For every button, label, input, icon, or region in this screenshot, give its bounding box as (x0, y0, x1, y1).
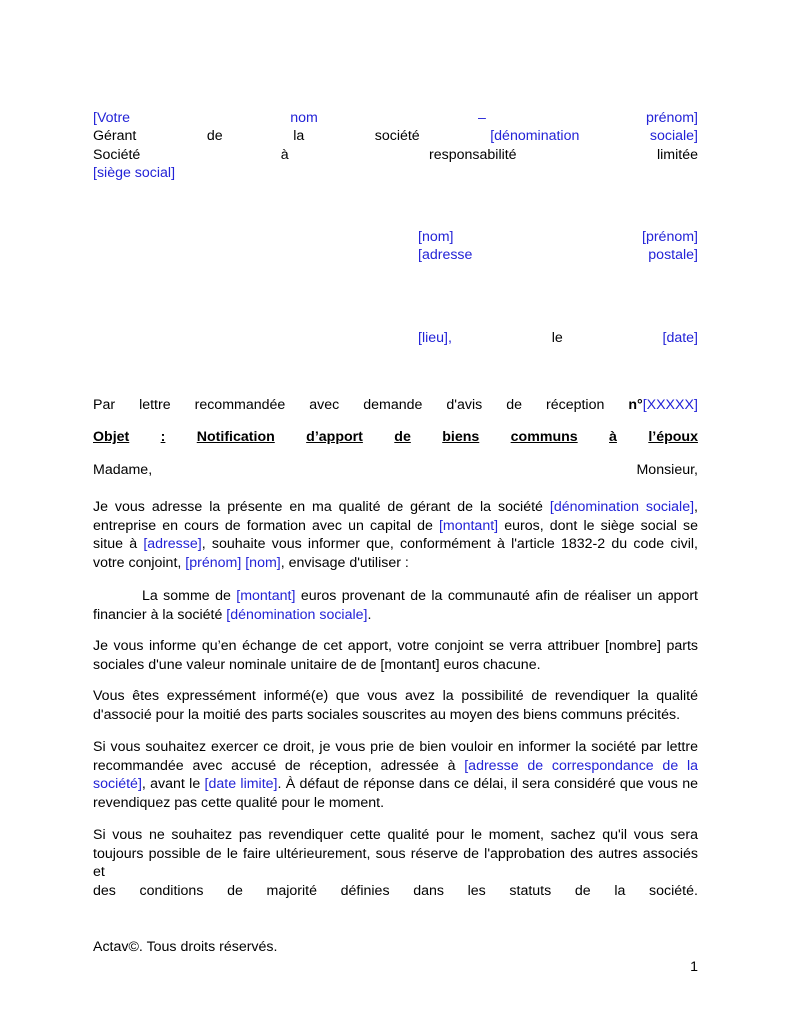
sender-word: la (293, 128, 305, 144)
para-word: définies (340, 882, 390, 899)
salutation-monsieur: Monsieur, (636, 462, 698, 478)
sender-word: responsabilité (429, 147, 517, 163)
para-word: les (467, 882, 486, 899)
recipient-word: [prénom] (642, 229, 698, 245)
sender-word: limitée (656, 147, 698, 163)
object-word: Notification (196, 429, 275, 445)
paragraph-6-main: Si vous ne souhaitez pas revendiquer cette qualité pour le moment, sachez qu'il vous sera toujours possible de le faire ultérieurement, sous réserve de l'approbation des autres associés et (93, 827, 698, 881)
paragraph-1 (93, 498, 698, 572)
object-word: Objet (93, 429, 130, 445)
placeholder-adresse: [adresse] (143, 536, 202, 553)
recipient-name (418, 228, 698, 246)
para-word: de (227, 882, 243, 899)
placeholder-denomination: [dénomination sociale] (549, 499, 695, 515)
paragraph-6 (93, 826, 698, 900)
sender-line-1 (93, 109, 698, 127)
paragraph-2 (93, 587, 698, 624)
rl-number (628, 396, 698, 414)
recipient-word: [nom] (418, 229, 454, 245)
date-value: [date] (662, 330, 698, 346)
object-word: de (394, 429, 411, 445)
placeholder-nom: [nom] (245, 554, 281, 571)
para-text: Si vous souhaitez exercer ce droit, je vous prie de bien vouloir en informer la société par lettre recommandée avec accusé de réception, adressée à (93, 739, 698, 774)
para-text: , souhaite vous informer que, conformément à l'article 1832-2 du code civil, votre conjoint, (93, 536, 698, 571)
sender-word: à (280, 147, 289, 163)
sender-line-3 (93, 146, 698, 164)
placeholder-montant: [montant] (438, 517, 499, 534)
sender-line-2 (93, 127, 698, 145)
placeholder-montant: [montant] (236, 588, 296, 604)
para-word: majorité (266, 882, 317, 899)
recipient-word: postale] (648, 247, 698, 263)
object-word: d’apport (306, 429, 363, 445)
paragraph-6-last-line (93, 882, 698, 901)
sender-word: sociale] (649, 128, 698, 144)
recipient-word: [adresse (418, 247, 473, 263)
para-word: la (614, 882, 626, 899)
para-word: dans (413, 882, 444, 899)
para-word: des (93, 882, 116, 899)
sender-word: société (374, 128, 420, 144)
object-word: l’époux (648, 429, 698, 445)
sender-word: de (206, 128, 223, 144)
rl-word: lettre (139, 397, 171, 413)
sender-word: Société (93, 147, 141, 163)
sender-word: Gérant (93, 128, 137, 144)
object-word: biens (442, 429, 480, 445)
para-text: . (367, 606, 372, 623)
para-word: de (574, 882, 591, 899)
salutation-madame: Madame, (93, 462, 153, 478)
rl-number-value: [XXXXX] (642, 397, 698, 413)
placeholder-prenom: [prénom] (185, 554, 242, 571)
para-word: statuts (509, 882, 552, 899)
rl-word: d'avis (446, 397, 483, 413)
paragraph-3: Je vous informe qu’en échange de cet apport, votre conjoint se verra attribuer [nombre] parts sociales d'une valeur nominale unitaire de de [montant] euros chacune. (93, 638, 698, 673)
rl-word: recommandée (194, 397, 286, 413)
placeholder-date-limite: [date limite] (204, 776, 278, 793)
footer-copyright: Actav©. Tous droits réservés. (93, 939, 278, 955)
para-text: euros, dont le siège social se situe à (93, 517, 698, 553)
object-word: à (609, 429, 617, 445)
placeholder-denomination: [dénomination sociale] (226, 606, 368, 623)
recipient-address (418, 246, 698, 264)
object-line (93, 428, 698, 446)
rl-word: demande (363, 397, 423, 413)
date-place: [lieu], (418, 330, 452, 346)
rl-number-prefix: n° (628, 397, 643, 413)
rl-word: de (506, 397, 522, 413)
rl-word: Par (93, 397, 116, 413)
sender-word: [Votre (93, 110, 131, 126)
placeholder-correspondance: [adresse de correspondance de la société] (93, 757, 699, 793)
registered-letter-line (93, 396, 698, 414)
paragraph-4: Vous êtes expressément informé(e) que vous avez la possibilité de revendiquer la qualité d'associé pour la moitié des parts sociales souscrites au moyen des biens communs précités. (93, 688, 698, 723)
object-word: communs (510, 429, 578, 445)
para-text: . À défaut de réponse dans ce délai, il sera considéré que vous ne revendiquez pas cette qualité pour le moment. (93, 776, 698, 811)
para-text: Je vous adresse la présente en ma qualité de gérant de la société (93, 499, 550, 515)
rl-word: réception (545, 397, 605, 413)
sender-word: prénom] (645, 110, 698, 126)
salutation (93, 461, 698, 479)
object-word: : (160, 429, 166, 445)
sender-word: – (477, 110, 486, 126)
para-text: La somme de (142, 588, 237, 604)
para-text: , avant le (141, 776, 205, 793)
para-word: société. (649, 882, 698, 899)
sender-siege: [siège social] (93, 165, 176, 181)
para-text: , envisage d'utiliser : (280, 554, 409, 571)
page-number: 1 (690, 959, 698, 975)
date-line (418, 329, 698, 347)
para-text: , entreprise en cours de formation avec un capital de (93, 499, 698, 534)
para-word: conditions (139, 882, 204, 899)
sender-word: nom (290, 110, 318, 126)
paragraph-5 (93, 738, 698, 812)
para-text: euros provenant de la communauté afin de réaliser un apport financier à la société (93, 588, 698, 623)
rl-word: avec (309, 397, 340, 413)
date-le: le (551, 330, 563, 346)
sender-word: [dénomination (490, 128, 580, 144)
